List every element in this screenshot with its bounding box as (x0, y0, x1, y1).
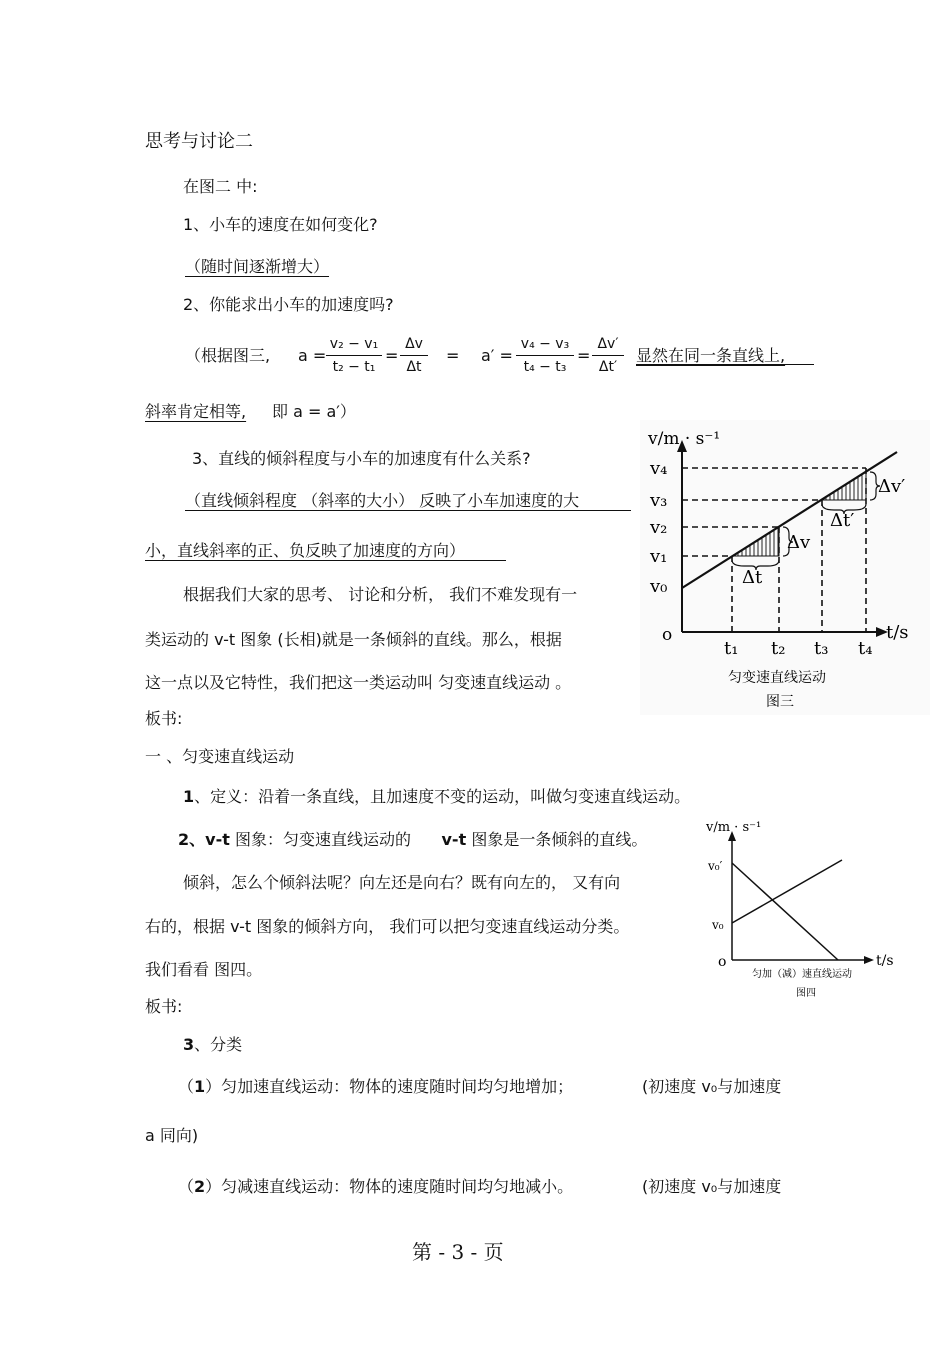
x-axis-arrow-icon (864, 956, 874, 964)
item-number: 1 (183, 787, 195, 806)
section-title: 思考与讨论二 (145, 131, 253, 152)
y-axis-label: v/m · s⁻¹ (648, 429, 721, 449)
paragraph-1-line1: 根据我们大家的思考、 讨论和分析， 我们不难发现有一 (183, 585, 578, 604)
t1-label: t₁ (724, 638, 739, 659)
origin-label: o (662, 625, 673, 645)
board-label-1: 板书: (145, 709, 183, 728)
figure-3-label: 图三 (766, 694, 794, 710)
paragraph-1-line2: 类运动的 v-t 图象 (长相)就是一条倾斜的直线。那么，根据 (145, 630, 562, 649)
v1-label: v₁ (650, 546, 668, 567)
classification-text: 、分类 (194, 1035, 243, 1054)
vt-label-2: v-t (441, 830, 467, 849)
figure-3-caption: 匀变速直线运动 (728, 670, 826, 686)
x-axis-label: t/s (886, 622, 909, 643)
underline-rule (185, 510, 631, 511)
paragraph-2-line3: 我们看看 图四。 (145, 960, 263, 979)
v2-label: v₂ (650, 517, 668, 538)
figure-3-vt-graph (640, 420, 930, 715)
answer-2-line2: 斜率肯定相等, (145, 402, 247, 421)
question-2: 2、你能求出小车的加速度吗? (183, 295, 394, 314)
fraction-dv-dt (400, 336, 428, 375)
paragraph-2-line2: 右的，根据 v-t 图象的倾斜方向， 我们可以把匀变速直线运动分类。 (145, 917, 630, 936)
delta-v-label: Δv (787, 532, 811, 553)
answer-2-line2-b: 即 a = a′） (272, 402, 356, 421)
answer-3-line2: 小，直线斜率的正、负反映了加速度的方向） (145, 541, 466, 560)
figure-4-caption: 匀加（减）速直线运动 (752, 969, 852, 980)
v0-prime-label: v₀′ (708, 859, 723, 873)
classification-2: （2）匀减速直线运动：物体的速度随时间均匀地减小。 (178, 1177, 574, 1196)
classification-2-text: ）匀减速直线运动：物体的速度随时间均匀地减小。 (205, 1177, 574, 1196)
definition-line (183, 787, 690, 807)
delta-t-label: Δt (742, 567, 763, 588)
v0-label: v₀ (712, 918, 724, 932)
t3-label: t₃ (814, 638, 829, 659)
item-number: 3 (183, 1035, 195, 1054)
vt-text-2: 图象是一条倾斜的直线。 (471, 830, 648, 849)
decelerating-line (732, 863, 838, 960)
vt-text-1: 图象：匀变速直线运动的 (234, 830, 411, 849)
paragraph-2-line1: 倾斜，怎么个倾斜法呢？向左还是向右？既有向左的， 又有向 (183, 873, 621, 892)
t2-label: t₂ (771, 638, 786, 659)
y-axis-label: v/m · s⁻¹ (706, 820, 762, 835)
vt-label: 、v-t (189, 830, 230, 849)
fraction-denominator: Δt′ (598, 359, 618, 375)
answer-1: （随时间逐渐增大） (185, 257, 330, 276)
figure-4-vt-graph (700, 815, 905, 1010)
fraction-denominator: Δt (406, 359, 422, 375)
classification-2-tail: (初速度 v₀与加速度 (642, 1177, 782, 1196)
formula-tail: 显然在同一条直线上, (636, 346, 786, 365)
fraction-numerator: Δv′ (592, 336, 624, 356)
classification-1-text: ）匀加速直线运动：物体的速度随时间均匀地增加； (205, 1077, 574, 1096)
fraction-denominator: t₄ − t₃ (523, 359, 567, 375)
underline-rule (145, 560, 506, 561)
figure-4-label: 图四 (796, 988, 816, 999)
answer-3-line1: （直线倾斜程度 （斜率的大小） 反映了小车加速度的大 (185, 491, 580, 510)
fraction-numerator: v₂ − v₁ (326, 336, 382, 356)
classification-1-line2: a 同向) (145, 1126, 199, 1145)
v3-label: v₃ (650, 490, 668, 511)
classification-title (183, 1035, 242, 1055)
t4-label: t₄ (858, 638, 873, 659)
delta-t-prime-label: Δt′ (830, 510, 855, 531)
formula-prefix: （根据图三, (185, 346, 271, 365)
formula-a-prime-lhs: a′ = (481, 346, 513, 365)
item-number: 1 (194, 1077, 206, 1096)
classification-1: （1）匀加速直线运动：物体的速度随时间均匀地增加； (178, 1077, 574, 1096)
fraction-v4v3 (516, 336, 574, 375)
item-number: 2 (178, 830, 190, 849)
question-1: 1、小车的速度在如何变化? (183, 215, 378, 234)
vt-graph-line (178, 830, 647, 850)
delta-v-prime-label: Δv′ (878, 476, 906, 497)
x-axis-label: t/s (876, 953, 894, 969)
page-footer: 第 - 3 - 页 (412, 1240, 504, 1264)
v4-label: v₄ (650, 458, 668, 479)
definition-text: 、定义：沿着一条直线，且加速度不变的运动，叫做匀变速直线运动。 (194, 787, 691, 806)
fraction-denominator: t₂ − t₁ (332, 359, 376, 375)
fraction-numerator: v₄ − v₃ (516, 336, 574, 356)
equals-sign: = (577, 346, 591, 365)
board-label-2: 板书: (145, 997, 183, 1016)
fraction-numerator: Δv (400, 336, 428, 356)
equals-sign: = (385, 346, 399, 365)
formula-a-lhs: a = (298, 346, 327, 365)
fraction-dvp-dtp (592, 336, 624, 375)
fraction-v2v1 (326, 336, 382, 375)
equals-sign: = (446, 346, 460, 365)
underline-rule (636, 364, 814, 365)
classification-1-tail: (初速度 v₀与加速度 (642, 1077, 782, 1096)
v0-label: v₀ (650, 576, 668, 597)
heading-uniform-motion: 一 、匀变速直线运动 (145, 747, 295, 766)
intro-text: 在图二 中: (183, 177, 258, 196)
origin-label: o (718, 954, 727, 970)
item-number: 2 (194, 1177, 206, 1196)
question-3: 3、直线的倾斜程度与小车的加速度有什么关系? (192, 449, 531, 468)
paragraph-1-line3: 这一点以及它特性，我们把这一类运动叫 匀变速直线运动 。 (145, 673, 572, 692)
